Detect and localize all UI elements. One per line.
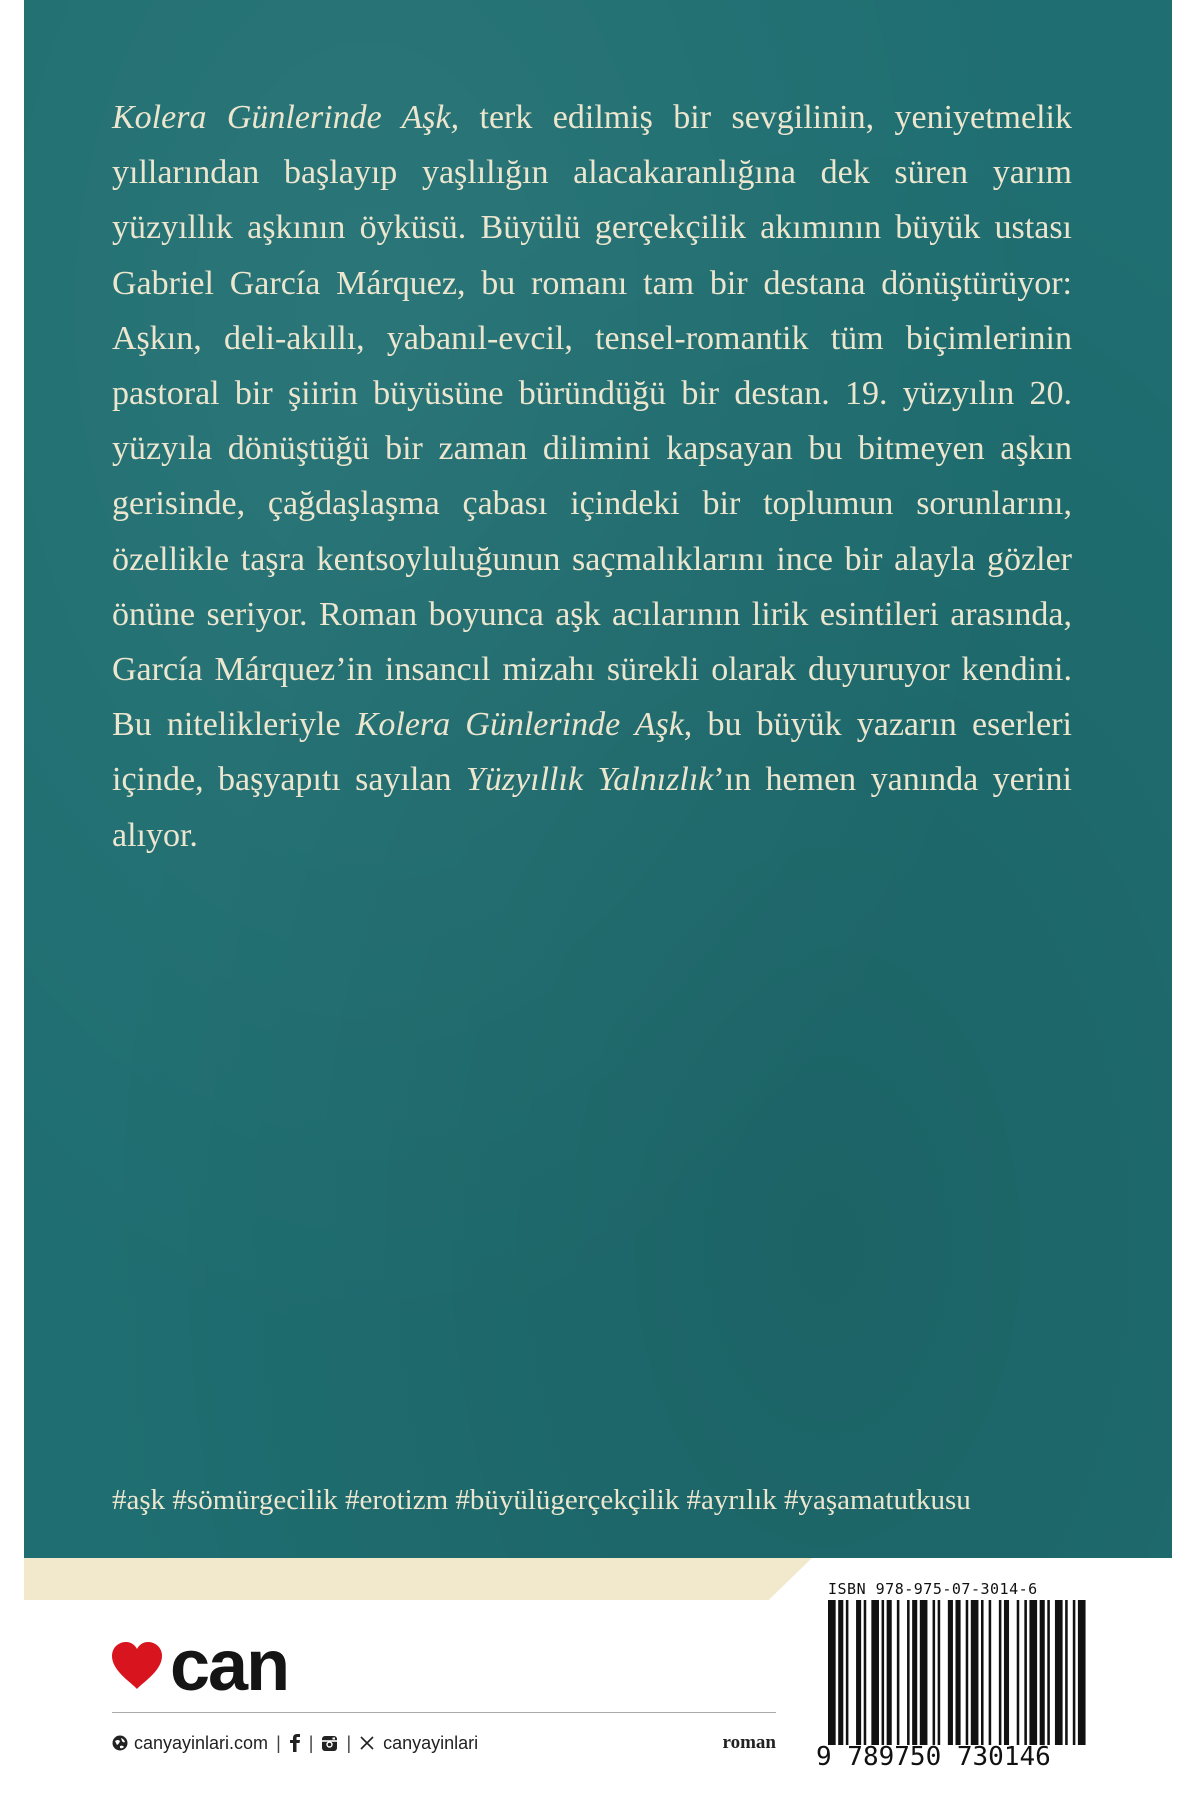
separator: | — [346, 1732, 352, 1753]
barcode-bar — [846, 1600, 849, 1745]
barcode — [824, 1600, 1164, 1745]
barcode-bar — [956, 1600, 961, 1745]
barcode-bar — [981, 1600, 984, 1745]
separator: | — [308, 1732, 314, 1753]
isbn-label: ISBN 978-975-07-3014-6 — [828, 1580, 1038, 1598]
barcode-bar — [938, 1600, 941, 1745]
barcode-bar — [912, 1600, 917, 1745]
publisher-footer — [112, 1726, 776, 1760]
barcode-bar — [966, 1600, 969, 1745]
barcode-bar — [948, 1600, 953, 1745]
book-title: Kolera Günlerinde Aşk, — [112, 99, 460, 136]
footer-divider — [112, 1712, 776, 1713]
barcode-bar — [856, 1600, 861, 1745]
barcode-bar — [1055, 1600, 1063, 1745]
blurb-part: , bu büyük yazarın eserleri içinde, başyapıtı sayılan — [112, 706, 1072, 799]
barcode-bar — [920, 1600, 928, 1745]
barcode-bar — [864, 1600, 867, 1745]
globe-icon — [112, 1735, 128, 1751]
genre-label: roman — [722, 1732, 776, 1753]
instagram-icon[interactable] — [321, 1735, 338, 1752]
x-icon[interactable] — [359, 1735, 375, 1751]
barcode-bar — [907, 1600, 910, 1745]
separator: | — [276, 1732, 281, 1753]
barcode-bar — [828, 1600, 836, 1745]
barcode-bar — [1029, 1600, 1037, 1745]
book-title: Kolera Günlerinde Aşk — [355, 706, 684, 744]
barcode-bar — [989, 1600, 992, 1745]
other-book-title: Yüzyıllık Yalnızlık — [465, 761, 714, 799]
barcode-bar — [1017, 1600, 1020, 1745]
barcode-bar — [882, 1600, 885, 1745]
barcode-bar — [1004, 1600, 1009, 1745]
barcode-bar — [838, 1600, 843, 1745]
blurb-text — [112, 90, 1072, 863]
blurb-part: ’ın hemen yanında yerini alıyor. — [112, 761, 1072, 854]
barcode-bar — [971, 1600, 979, 1745]
barcode-bar — [1047, 1600, 1050, 1745]
barcode-digits: 9 789750 730146 — [816, 1742, 1051, 1772]
barcode-bar — [1078, 1600, 1086, 1745]
barcode-bar — [1073, 1600, 1076, 1745]
website-link[interactable]: canyayinlari.com — [134, 1732, 269, 1753]
blurb-part: terk edilmiş bir sevgilinin, yeniyetmelik yıllarından başlayıp yaşlılığın alacakaranlığına dek süren yarım yüzyıllık aşkının öyküsü. Büyülü gerçekçilik akımının büyük ustası Gabriel García Márquez, bu romanı tam bir destana dönüştürüyor: Aşkın, deli-akıllı, yabanıl-evcil, tensel-romantik tüm biçimlerinin pastoral bir şiirin büyüsüne büründüğü bir destan. 19. yüzyılın 20. yüzyıla dönüştüğü bir zaman dilimini kapsayan bu bitmeyen aşkın gerisinde, çağdaşlaşma çabası içindeki bir toplumun sorunlarını, özellikle taşra kentsoyluluğunun saçmalıklarını ince bir alayla gözler önüne seriyor. Roman boyunca aşk acılarının lirik esintileri arasında, García Márquez’in insancıl mizahı sürekli olarak duyuruyor kendini. Bu nitelikleriyle — [112, 99, 1072, 744]
barcode-bar — [933, 1600, 936, 1745]
social-handle[interactable]: canyayinlari — [383, 1732, 479, 1753]
hashtags: #aşk #sömürgecilik #erotizm #büyülügerçekçilik #ayrılık #yaşamatutkusu — [112, 1484, 971, 1516]
cream-stripe — [24, 1558, 812, 1600]
barcode-bar — [871, 1600, 879, 1745]
barcode-bar — [1040, 1600, 1045, 1745]
logo-text: can — [170, 1626, 289, 1706]
barcode-bar — [1024, 1600, 1027, 1745]
facebook-icon[interactable] — [289, 1734, 301, 1752]
cover-panel — [24, 0, 1172, 1558]
barcode-bar — [999, 1600, 1002, 1745]
barcode-bar — [1065, 1600, 1068, 1745]
barcode-bar — [897, 1600, 900, 1745]
heart-icon — [110, 1641, 164, 1691]
barcode-bar — [887, 1600, 892, 1745]
publisher-logo — [110, 1626, 289, 1706]
